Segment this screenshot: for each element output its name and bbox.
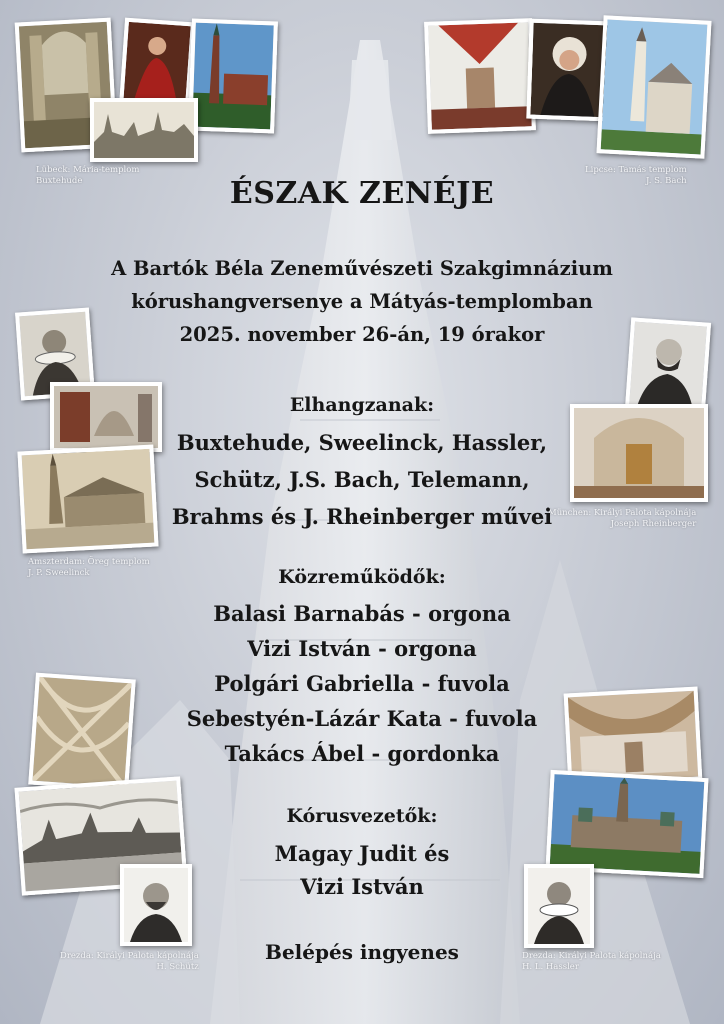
performers-heading: Elhangzanak: xyxy=(289,394,435,416)
contributor-item: Balasi Barnabás - orgona xyxy=(213,601,511,626)
caption-dresden-left: Drezda: Királyi Palota kápolnája H. Schütz xyxy=(60,951,199,972)
performers-line: Schütz, J.S. Bach, Telemann, xyxy=(194,467,530,492)
caption-lubeck: Lübeck: Mária-templom Buxtehude xyxy=(36,165,140,186)
contributors-heading: Közreműködők: xyxy=(278,566,446,588)
performers-line: Buxtehude, Sweelinck, Hassler, xyxy=(176,430,548,455)
contributor-item: Sebestyén-Lázár Kata - fuvola xyxy=(186,706,538,731)
choir-leaders-heading: Kórusvezetők: xyxy=(286,805,438,827)
lubeck-skyline-photo xyxy=(188,19,278,134)
buxtehude-portrait-painting xyxy=(119,18,195,111)
performers-list xyxy=(0,424,724,535)
contributor-item: Vizi István - orgona xyxy=(247,636,477,661)
choir-leader-item: Magay Judit és xyxy=(274,841,450,866)
subtitle-line: A Bartók Béla Zeneművészeti Szakgimnázium xyxy=(111,257,613,280)
thomaskirche-exterior-photo xyxy=(596,15,711,158)
contributor-item: Polgári Gabriella - fuvola xyxy=(214,671,510,696)
caption-leipzig: Lipcse: Tamás templom J. S. Bach xyxy=(585,165,687,186)
contributors-list xyxy=(0,596,724,771)
caption-amsterdam: Amszterdam: Öreg templom J. P. Sweelinck xyxy=(28,557,150,578)
choir-leader-item: Vizi István xyxy=(300,874,424,899)
event-date-line: 2025. november 26-án, 19 órakor xyxy=(179,323,545,346)
thomaskirche-interior-photo xyxy=(424,18,536,134)
lubeck-old-engraving xyxy=(90,98,198,162)
contributor-item: Takács Ábel - gordonka xyxy=(224,741,500,766)
free-entry-notice: Belépés ingyenes xyxy=(265,940,459,964)
caption-munchen: München: Királyi Palota kápolnája Joseph Rheinberger xyxy=(548,508,697,529)
performers-line: Brahms és J. Rheinberger művei xyxy=(171,504,553,529)
event-description xyxy=(0,252,724,351)
poster-title: ÉSZAK ZENÉJE xyxy=(229,176,495,211)
caption-dresden-right: Drezda: Királyi Palota kápolnája H. L. Hassler xyxy=(522,951,661,972)
choir-leaders-list xyxy=(0,837,724,903)
subtitle-line: kórushangversenye a Mátyás-templomban xyxy=(131,290,593,313)
